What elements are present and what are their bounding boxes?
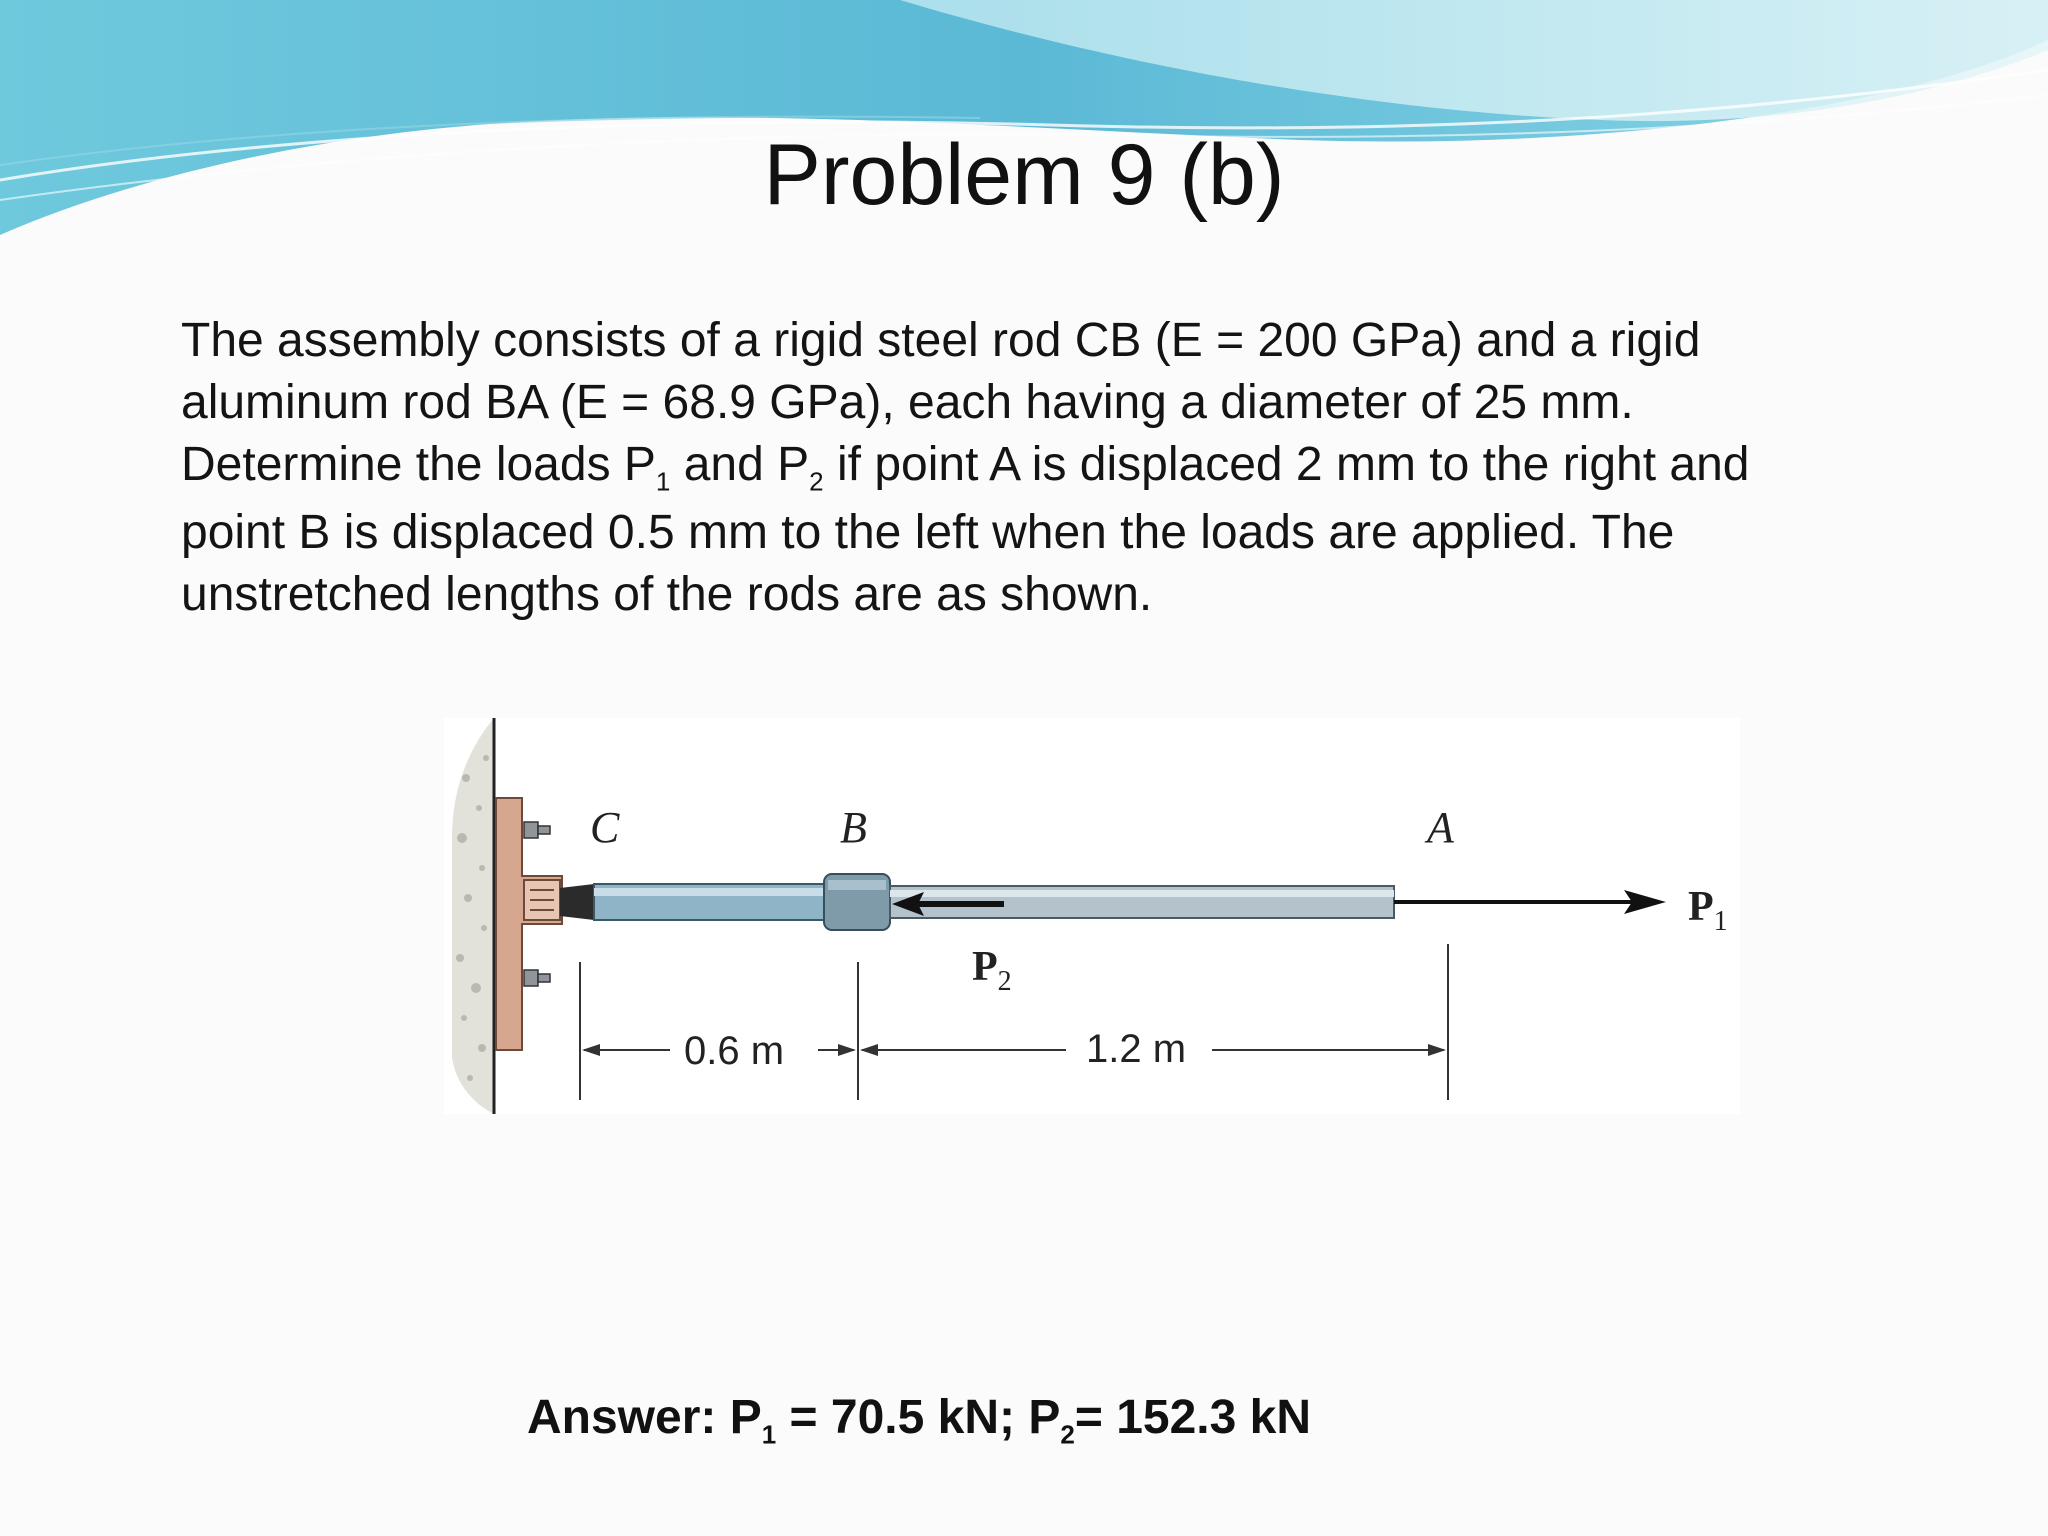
label-b: B <box>840 803 867 852</box>
rod-end-taper <box>560 884 594 920</box>
assembly-figure <box>444 718 1740 1114</box>
answer-suffix: = 152.3 kN <box>1074 1391 1312 1444</box>
label-p1: $P_1$ <box>1688 884 1728 937</box>
problem-line-2: aluminum rod BA (E = 68.9 GPa), each having a diameter of 25 mm. <box>181 376 1634 429</box>
label-p2: $P_2$ <box>972 944 1012 997</box>
p2-subscript: 2 <box>809 466 824 497</box>
label-c: C <box>590 803 620 852</box>
answer-mid: = 70.5 kN; P <box>776 1391 1061 1444</box>
p1-subscript: 1 <box>655 466 671 497</box>
answer-sub-2: 2 <box>1060 1419 1075 1450</box>
concrete-wall <box>452 718 494 1114</box>
problem-line-3-a: Determine the loads P <box>181 438 656 491</box>
dimension-lines <box>580 944 1448 1100</box>
slide-title: Problem 9 (b) <box>763 127 1285 223</box>
problem-line-5: unstretched lengths of the rods are as shown. <box>181 568 1153 621</box>
answer-prefix: Answer: P <box>527 1391 762 1444</box>
answer-line <box>527 1390 1312 1450</box>
problem-line-3 <box>181 434 1901 496</box>
answer-sub-1: 1 <box>761 1419 777 1450</box>
dimension-ba: 1.2 m <box>1086 1027 1187 1071</box>
problem-statement <box>181 310 1901 626</box>
problem-line-3-c: if point A is displaced 2 mm to the right and <box>823 438 1750 491</box>
problem-line-1: The assembly consists of a rigid steel rod CB (E = 200 GPa) and a rigid <box>181 314 1701 367</box>
problem-line-3-b: and P <box>670 438 810 491</box>
dimension-cb: 0.6 m <box>684 1029 785 1073</box>
problem-line-4: point B is displaced 0.5 mm to the left when the loads are applied. The <box>181 506 1675 559</box>
assembly-diagram <box>444 718 1740 1114</box>
label-a: A <box>1427 803 1454 852</box>
